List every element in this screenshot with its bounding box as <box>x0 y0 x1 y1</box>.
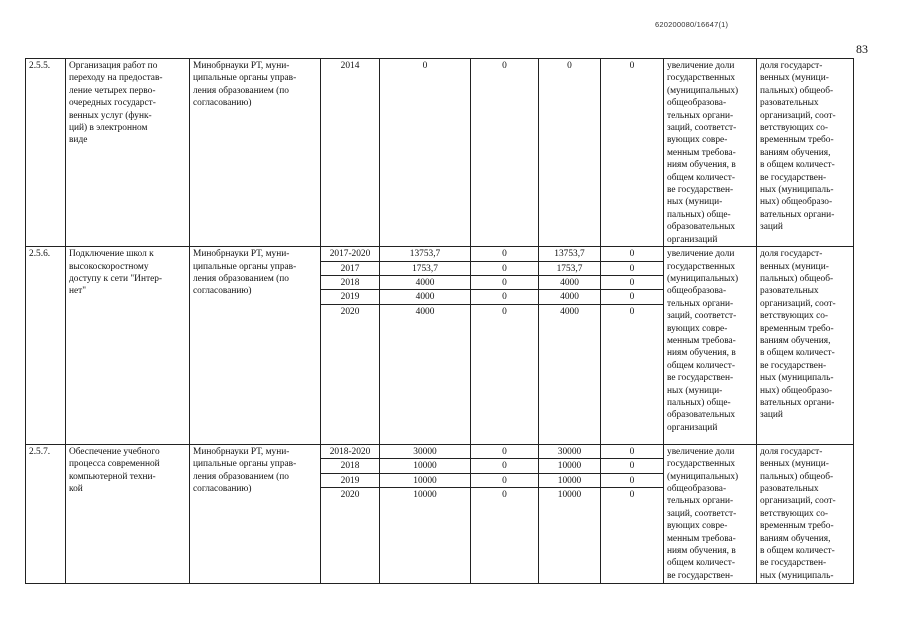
expected-result-line: ниям обучения, в <box>667 348 736 359</box>
program-table <box>25 58 854 584</box>
indicator-line: организаций, соот- <box>760 496 836 507</box>
indicator-line: заций <box>760 222 783 233</box>
executor-line: согласованию) <box>193 286 252 297</box>
expected-result-line: ве государствен- <box>667 570 734 581</box>
activity-name-line: доступу к сети "Интер- <box>69 273 163 284</box>
cell-year: 2018 <box>321 275 380 289</box>
cell-federal: 0 <box>471 247 539 261</box>
document-code: 620200080/16647(1) <box>655 20 729 29</box>
expected-result-line: тельных органи- <box>667 110 734 121</box>
expected-result-line: заций, соответст- <box>667 508 737 519</box>
indicator-line: вательных органи- <box>760 209 835 220</box>
table-row <box>26 444 854 458</box>
indicator-line: ве государствен- <box>760 558 827 569</box>
activity-name-line: компьютерной техни- <box>69 471 156 482</box>
cell-federal: 0 <box>471 59 539 247</box>
expected-result-line: увеличение доли <box>667 61 735 71</box>
cell-total: 10000 <box>380 473 471 487</box>
indicator-line: организаций, соот- <box>760 110 836 121</box>
cell-other: 0 <box>601 473 664 487</box>
cell-total: 0 <box>380 59 471 247</box>
indicator-line: доля государст- <box>760 249 823 260</box>
expected-result-line: вующих совре- <box>667 521 728 532</box>
indicator-line: венных (муници- <box>760 459 829 470</box>
indicator-line: в общем количест- <box>760 348 835 359</box>
activity-name <box>66 59 190 247</box>
indicator-line: пальных) общеоб- <box>760 273 834 284</box>
cell-republic: 10000 <box>539 473 601 487</box>
indicator-line: временным требо- <box>760 135 834 146</box>
executor-line: ципальные органы управ- <box>193 73 297 84</box>
indicator <box>757 444 854 584</box>
cell-total: 13753,7 <box>380 247 471 261</box>
indicator-line: доля государст- <box>760 61 823 71</box>
item-number: 2.5.6. <box>26 247 66 445</box>
expected-result-line: ных (муници- <box>667 385 723 396</box>
executor-line: Минобрнауки РТ, муни- <box>193 61 290 71</box>
indicator-line: организаций, соот- <box>760 298 836 309</box>
executor-line: ления образованием (по <box>193 273 289 284</box>
cell-other: 0 <box>601 459 664 473</box>
executor-line: Минобрнауки РТ, муни- <box>193 446 290 457</box>
indicator-line: ных (муниципаль- <box>760 570 834 581</box>
indicator-line: ветствующих со- <box>760 123 829 134</box>
indicator-line: заций <box>760 410 783 421</box>
cell-other: 0 <box>601 247 664 261</box>
expected-result-line: ниям обучения, в <box>667 545 736 556</box>
executor-line: Минобрнауки РТ, муни- <box>193 249 290 260</box>
activity-name-line: переходу на предостав- <box>69 73 163 84</box>
expected-result-line: (муниципальных) <box>667 85 739 96</box>
activity-name-line: ций) в электронном <box>69 123 148 134</box>
expected-result-line: увеличение доли <box>667 249 735 260</box>
indicator <box>757 247 854 445</box>
indicator-line: временным требо- <box>760 323 834 334</box>
cell-republic: 4000 <box>539 304 601 444</box>
expected-result-line: общем количест- <box>667 360 735 371</box>
cell-republic: 13753,7 <box>539 247 601 261</box>
cell-year: 2019 <box>321 290 380 304</box>
cell-republic: 30000 <box>539 444 601 458</box>
cell-federal: 0 <box>471 261 539 275</box>
indicator-line: пальных) общеоб- <box>760 85 834 96</box>
activity-name-line: ление четырех перво- <box>69 85 156 96</box>
activity-name-line: Организация работ по <box>69 61 158 71</box>
cell-federal: 0 <box>471 459 539 473</box>
expected-result <box>664 247 757 445</box>
executor-line: ления образованием (по <box>193 85 289 96</box>
cell-federal: 0 <box>471 304 539 444</box>
indicator-line: разовательных <box>760 98 819 109</box>
cell-total: 30000 <box>380 444 471 458</box>
expected-result <box>664 444 757 584</box>
cell-total: 4000 <box>380 290 471 304</box>
indicator-line: венных (муници- <box>760 73 829 84</box>
activity-name-line: Обеспечение учебного <box>69 446 160 457</box>
cell-total: 4000 <box>380 275 471 289</box>
activity-name <box>66 444 190 584</box>
indicator-line: вательных органи- <box>760 397 835 408</box>
executor-line: согласованию) <box>193 483 252 494</box>
indicator-line: ных (муниципаль- <box>760 373 834 384</box>
executor-line: ления образованием (по <box>193 471 289 482</box>
cell-other: 0 <box>601 304 664 444</box>
cell-year: 2017-2020 <box>321 247 380 261</box>
executor-line: ципальные органы управ- <box>193 459 297 470</box>
executor <box>190 247 321 445</box>
indicator <box>757 59 854 247</box>
expected-result-line: увеличение доли <box>667 446 735 457</box>
expected-result-line: организаций <box>667 234 718 245</box>
cell-federal: 0 <box>471 290 539 304</box>
indicator-line: в общем количест- <box>760 160 835 171</box>
expected-result-line: пальных) обще- <box>667 397 731 408</box>
expected-result-line: вующих совре- <box>667 135 728 146</box>
expected-result <box>664 59 757 247</box>
cell-other: 0 <box>601 487 664 584</box>
expected-result-line: менным требова- <box>667 533 736 544</box>
activity-name-line: нет" <box>69 286 87 297</box>
expected-result-line: общеобразова- <box>667 286 727 297</box>
cell-total: 4000 <box>380 304 471 444</box>
indicator-line: ветствующих со- <box>760 311 829 322</box>
expected-result-line: образовательных <box>667 222 736 233</box>
expected-result-line: ниям обучения, в <box>667 160 736 171</box>
cell-total: 10000 <box>380 459 471 473</box>
expected-result-line: образовательных <box>667 410 736 421</box>
indicator-line: разовательных <box>760 286 819 297</box>
cell-other: 0 <box>601 290 664 304</box>
expected-result-line: общеобразова- <box>667 98 727 109</box>
expected-result-line: менным требова- <box>667 335 736 346</box>
expected-result-line: ве государствен- <box>667 373 734 384</box>
cell-federal: 0 <box>471 275 539 289</box>
expected-result-line: государственных <box>667 459 736 470</box>
item-number: 2.5.5. <box>26 59 66 247</box>
indicator-line: ветствующих со- <box>760 508 829 519</box>
expected-result-line: тельных органи- <box>667 496 734 507</box>
cell-republic: 0 <box>539 59 601 247</box>
cell-federal: 0 <box>471 444 539 458</box>
expected-result-line: заций, соответст- <box>667 311 737 322</box>
expected-result-line: организаций <box>667 422 718 433</box>
expected-result-line: государственных <box>667 73 736 84</box>
indicator-line: разовательных <box>760 483 819 494</box>
cell-republic: 4000 <box>539 290 601 304</box>
item-number: 2.5.7. <box>26 444 66 584</box>
activity-name-line: Подключение школ к <box>69 249 154 260</box>
indicator-line: ных (муниципаль- <box>760 185 834 196</box>
indicator-line: ве государствен- <box>760 360 827 371</box>
expected-result-line: (муниципальных) <box>667 273 739 284</box>
indicator-line: ных) общеобразо- <box>760 197 833 208</box>
cell-year: 2020 <box>321 304 380 444</box>
expected-result-line: общеобразова- <box>667 483 727 494</box>
cell-other: 0 <box>601 444 664 458</box>
expected-result-line: заций, соответст- <box>667 123 737 134</box>
indicator-line: ваниям обучения, <box>760 533 831 544</box>
expected-result-line: общем количест- <box>667 172 735 183</box>
cell-republic: 10000 <box>539 459 601 473</box>
activity-name-line: высокоскоростному <box>69 261 149 272</box>
activity-name-line: виде <box>69 135 88 146</box>
table-row <box>26 247 854 261</box>
indicator-line: венных (муници- <box>760 261 829 272</box>
activity-name-line: очередных государст- <box>69 98 156 109</box>
activity-name-line: венных услуг (функ- <box>69 110 152 121</box>
cell-total: 10000 <box>380 487 471 584</box>
cell-other: 0 <box>601 59 664 247</box>
expected-result-line: тельных органи- <box>667 298 734 309</box>
executor <box>190 444 321 584</box>
indicator-line: ваниям обучения, <box>760 335 831 346</box>
indicator-line: в общем количест- <box>760 545 835 556</box>
activity-name-line: процесса современной <box>69 459 160 470</box>
cell-year: 2017 <box>321 261 380 275</box>
expected-result-line: (муниципальных) <box>667 471 739 482</box>
cell-republic: 1753,7 <box>539 261 601 275</box>
activity-name <box>66 247 190 445</box>
page-number: 83 <box>856 42 868 56</box>
indicator-line: временным требо- <box>760 521 834 532</box>
cell-federal: 0 <box>471 473 539 487</box>
executor <box>190 59 321 247</box>
cell-year: 2014 <box>321 59 380 247</box>
cell-year: 2020 <box>321 487 380 584</box>
cell-federal: 0 <box>471 487 539 584</box>
indicator-line: пальных) общеоб- <box>760 471 834 482</box>
expected-result-line: вующих совре- <box>667 323 728 334</box>
expected-result-line: менным требова- <box>667 147 736 158</box>
table-row <box>26 59 854 247</box>
executor-line: согласованию) <box>193 98 252 109</box>
activity-name-line: кой <box>69 483 83 494</box>
indicator-line: доля государст- <box>760 446 823 457</box>
executor-line: ципальные органы управ- <box>193 261 297 272</box>
cell-year: 2019 <box>321 473 380 487</box>
expected-result-line: ве государствен- <box>667 185 734 196</box>
cell-total: 1753,7 <box>380 261 471 275</box>
indicator-line: ве государствен- <box>760 172 827 183</box>
expected-result-line: общем количест- <box>667 558 735 569</box>
cell-other: 0 <box>601 275 664 289</box>
indicator-line: ваниям обучения, <box>760 147 831 158</box>
cell-year: 2018-2020 <box>321 444 380 458</box>
expected-result-line: ных (муници- <box>667 197 723 208</box>
cell-republic: 4000 <box>539 275 601 289</box>
cell-republic: 10000 <box>539 487 601 584</box>
expected-result-line: государственных <box>667 261 736 272</box>
indicator-line: ных) общеобразо- <box>760 385 833 396</box>
cell-other: 0 <box>601 261 664 275</box>
expected-result-line: пальных) обще- <box>667 209 731 220</box>
cell-year: 2018 <box>321 459 380 473</box>
